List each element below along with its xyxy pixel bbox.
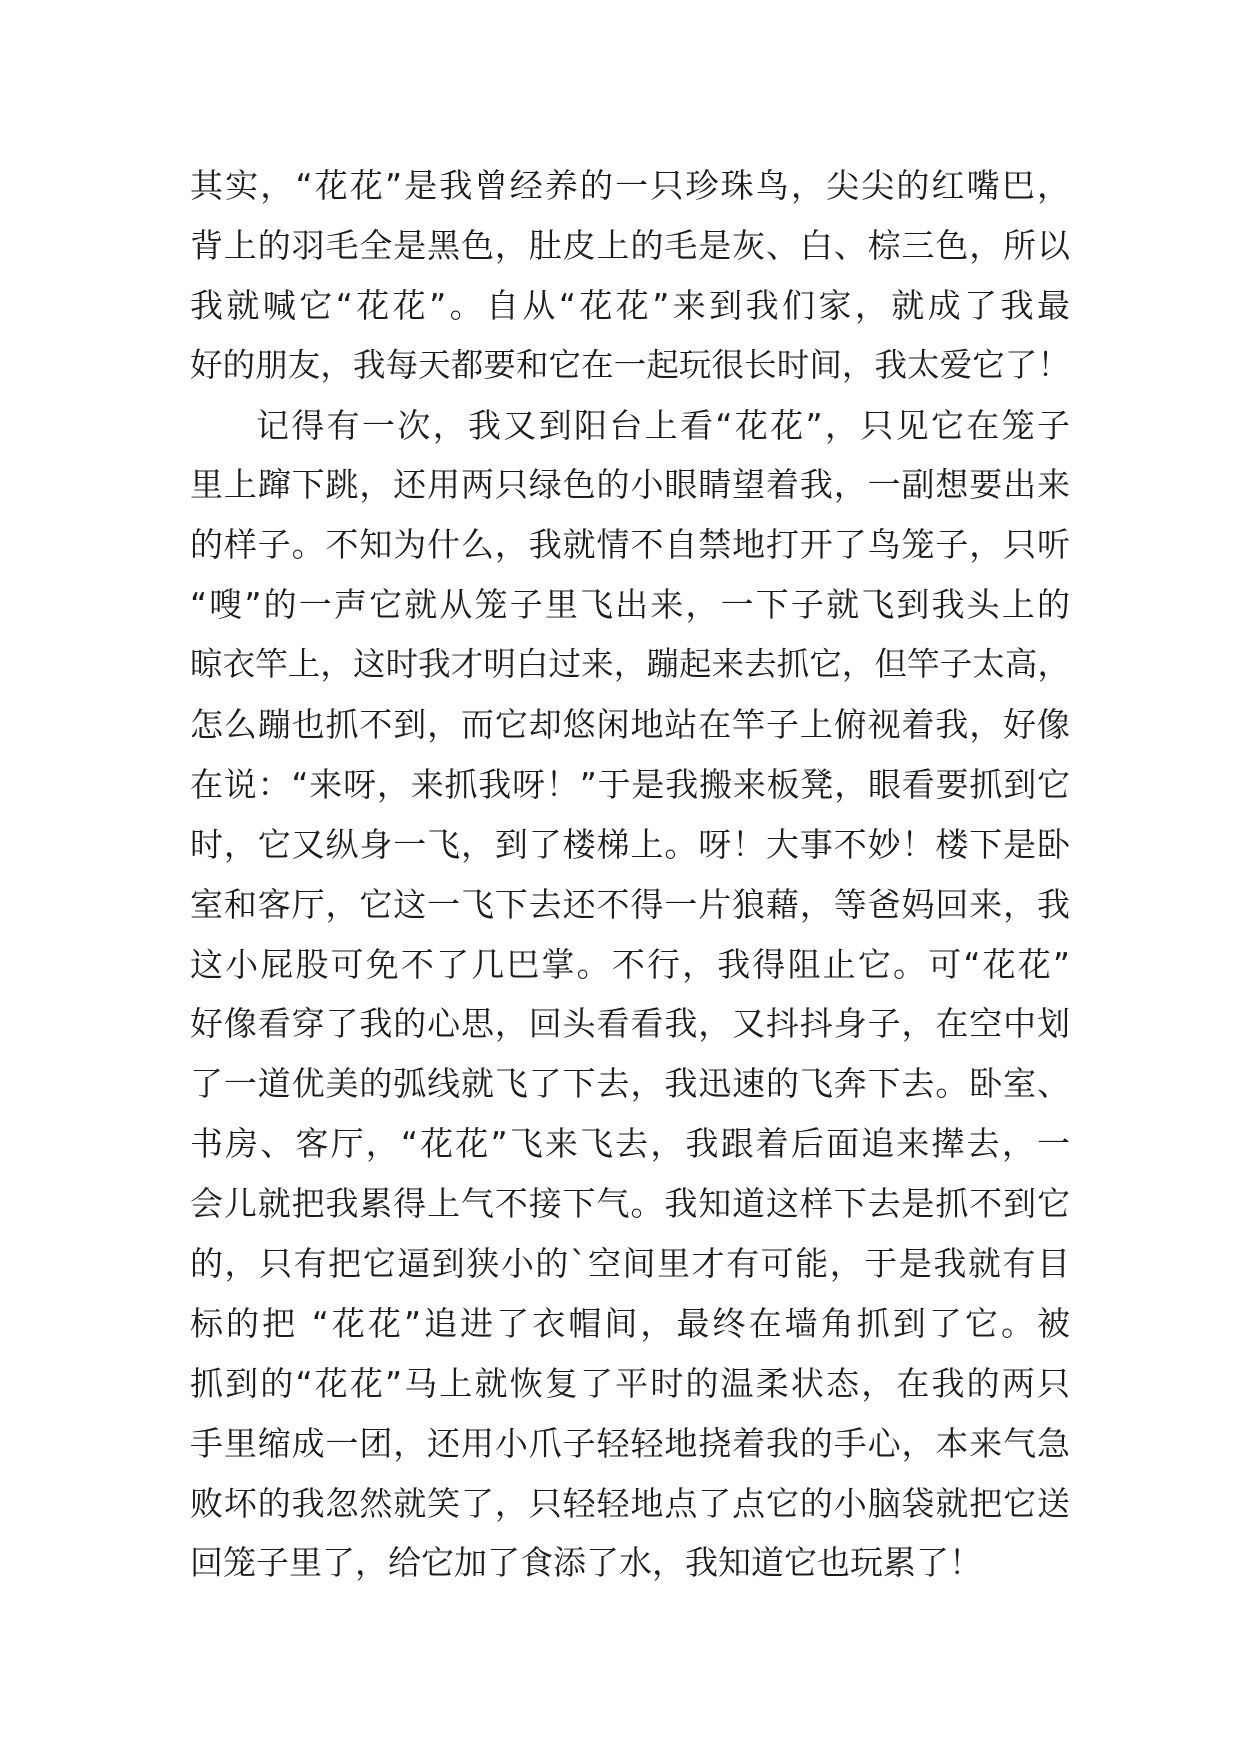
text-line: 书房、客厅，“花花”飞来飞去，我跟着后面追来撵去，一 [190,1124,1070,1164]
text-line: 好的朋友，我每天都要和它在一起玩很长时间，我太爱它了！ [190,345,1070,384]
text-line: 好像看穿了我的心思，回头看看我，又抖抖身子，在空中划 [190,1004,1070,1044]
text-line: 的，只有把它逼到狭小的`空间里才有可能，于是我就有目 [190,1244,1070,1284]
text-line: 时，它又纵身一飞，到了楼梯上。呀！大事不妙！楼下是卧 [190,824,1070,864]
text-line: 室和客厅，它这一飞下去还不得一片狼藉，等爸妈回来，我 [190,884,1070,924]
text-line: 这小屁股可免不了几巴掌。不行，我得阻止它。可“花花” [190,944,1070,984]
text-line: 的样子。不知为什么，我就情不自禁地打开了鸟笼子，只听 [190,525,1070,565]
text-line: 里上蹿下跳，还用两只绿色的小眼睛望着我，一副想要出来 [190,465,1070,505]
paragraph-first-line: 记得有一次，我又到阳台上看“花花”，只见它在笼子 [256,405,1070,445]
text-line: 手里缩成一团，还用小爪子轻轻地挠着我的手心，本来气急 [190,1423,1070,1463]
text-line-last: 回笼子里了，给它加了食添了水，我知道它也玩累了！ [190,1543,982,1583]
text-line: 背上的羽毛全是黑色，肚皮上的毛是灰、白、棕三色，所以 [190,225,1070,265]
text-line: 标的把 “花花”追进了衣帽间，最终在墙角抓到了它。被 [190,1303,1070,1343]
text-line: 我就喊它“花花”。自从“花花”来到我们家，就成了我最 [190,285,1070,325]
text-line: 会儿就把我累得上气不接下气。我知道这样下去是抓不到它 [190,1184,1070,1224]
text-line: 晾衣竿上，这时我才明白过来，蹦起来去抓它，但竿子太高， [190,645,1070,684]
text-line: “嗖”的一声它就从笼子里飞出来，一下子就飞到我头上的 [190,585,1070,625]
essay-text [190,156,1070,1593]
text-line: 在说：“来呀，来抓我呀！”于是我搬来板凳，眼看要抓到它 [190,764,1070,804]
text-line: 了一道优美的弧线就飞了下去，我迅速的飞奔下去。卧室、 [190,1064,1070,1104]
text-line: 抓到的“花花”马上就恢复了平时的温柔状态，在我的两只 [190,1363,1070,1403]
text-line: 其实，“花花”是我曾经养的一只珍珠鸟，尖尖的红嘴巴， [190,166,1070,205]
text-line: 败坏的我忽然就笑了，只轻轻地点了点它的小脑袋就把它送 [190,1483,1070,1523]
text-line: 怎么蹦也抓不到，而它却悠闲地站在竿子上俯视着我，好像 [190,705,1070,745]
